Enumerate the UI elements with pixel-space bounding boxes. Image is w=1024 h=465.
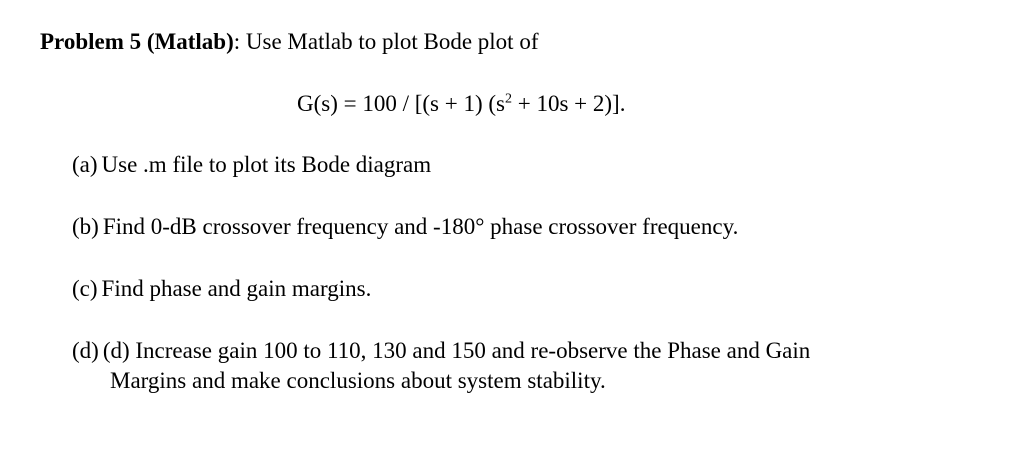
- item-c: [72, 275, 371, 303]
- problem-intro: : Use Matlab to plot Bode plot of: [233, 29, 539, 54]
- item-b-label: (b): [72, 214, 99, 239]
- formula-suffix: + 10s + 2)].: [512, 91, 626, 116]
- item-a-text: Use .m file to plot its Bode diagram: [101, 152, 432, 177]
- formula-exponent: 2: [505, 91, 512, 107]
- item-b: [72, 213, 738, 241]
- item-d-label: (d): [72, 338, 99, 363]
- item-d-continuation: [110, 367, 606, 395]
- item-d-text-line1: (d) Increase gain 100 to 110, 130 and 150 and re-observe the Phase and Gain: [102, 338, 811, 363]
- item-c-label: (c): [72, 276, 98, 301]
- item-b-text: Find 0-dB crossover frequency and -180° phase crossover frequency.: [102, 214, 739, 239]
- transfer-function: [297, 90, 625, 118]
- item-d: [72, 337, 810, 365]
- formula-prefix: G(s) = 100 / [(s + 1) (s: [297, 91, 505, 116]
- item-a: [72, 151, 431, 179]
- problem-heading: Problem 5 (Matlab): [40, 29, 234, 54]
- item-c-text: Find phase and gain margins.: [101, 276, 372, 301]
- problem-title-line: [40, 28, 538, 56]
- item-d-text-line2: Margins and make conclusions about system stability.: [110, 368, 606, 393]
- item-a-label: (a): [72, 152, 98, 177]
